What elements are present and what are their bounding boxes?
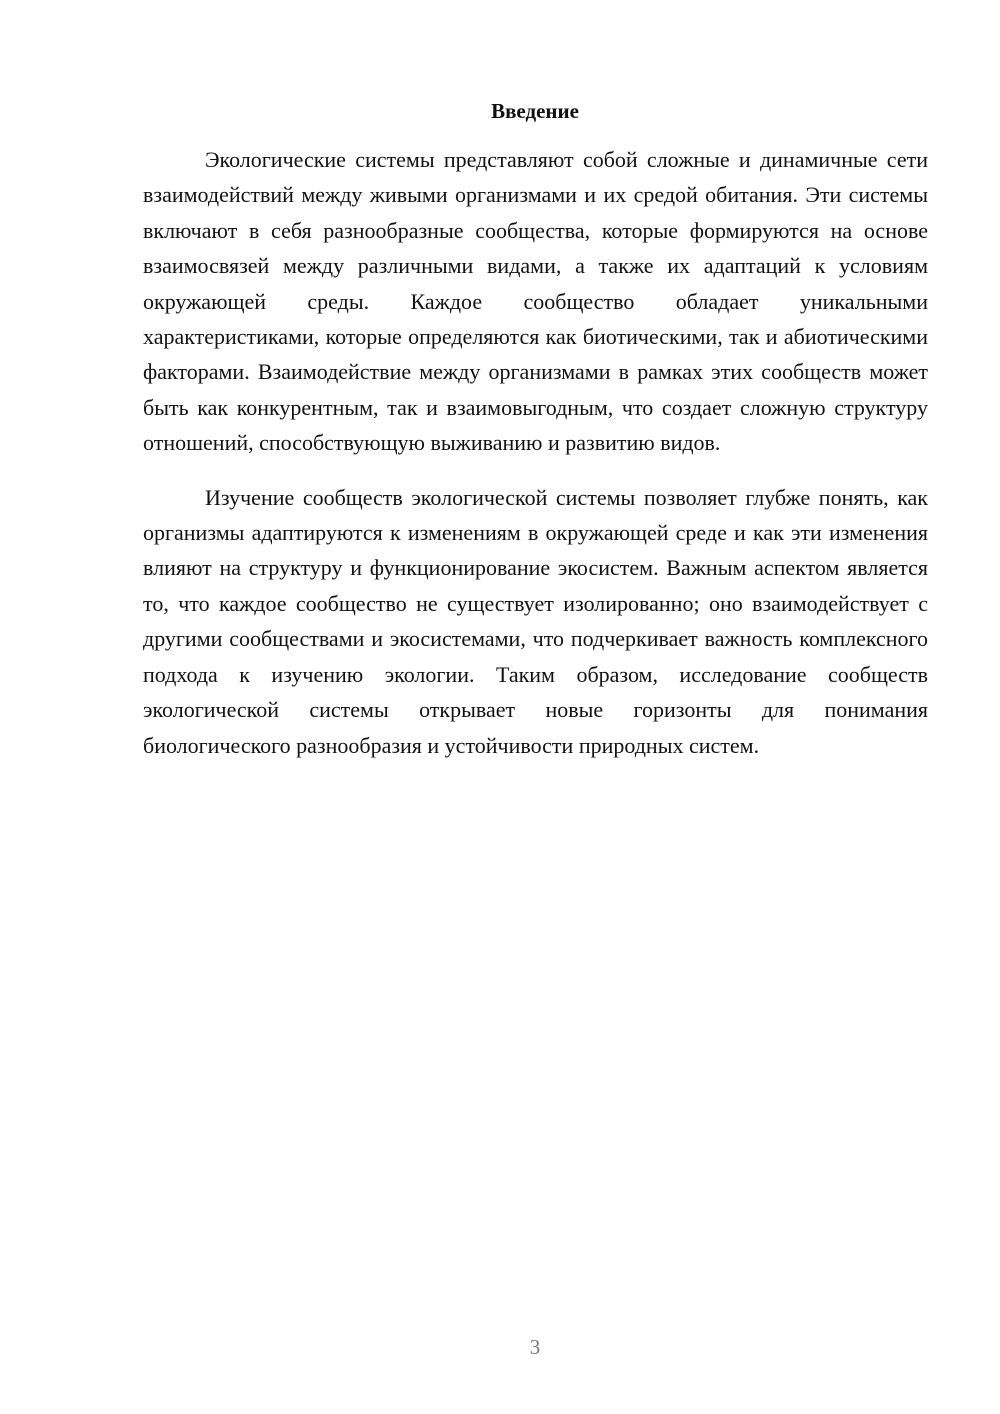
section-heading: Введение (491, 99, 579, 123)
body-text (143, 142, 928, 763)
page-number: 3 (529, 1335, 541, 1359)
paragraph-2: Изучение сообществ экологической системы позволяет глубже понять, как организмы адаптируются к изменениям в окружающей среде и как эти изменения влияют на структуру и функционирование экосистем. Важным аспектом является то, что каждое сообщество не существует изолированно; оно взаимодействует с другими сообществами и экосистемами, что подчеркивает важность комплексного подхода к изучению экологии. Таким образом, исследование сообществ экологической системы открывает новые горизонты для понимания биологического разнообразия и устойчивости природных систем. (143, 484, 928, 758)
paragraph-1: Экологические системы представляют собой сложные и динамичные сети взаимодействий между живыми организмами и их средой обитания. Эти системы включают в себя разнообразные сообщества, которые формируются на основе взаимосвязей между различными видами, а также их адаптаций к условиям окружающей среды. Каждое сообщество обладает уникальными характеристиками, которые определяются как биотическими, так и абиотическими факторами. Взаимодействие между организмами в рамках этих сообществ может быть как конкурентным, так и взаимовыгодным, что создает сложную структуру отношений, способствующую выживанию и развитию видов. (143, 147, 928, 456)
